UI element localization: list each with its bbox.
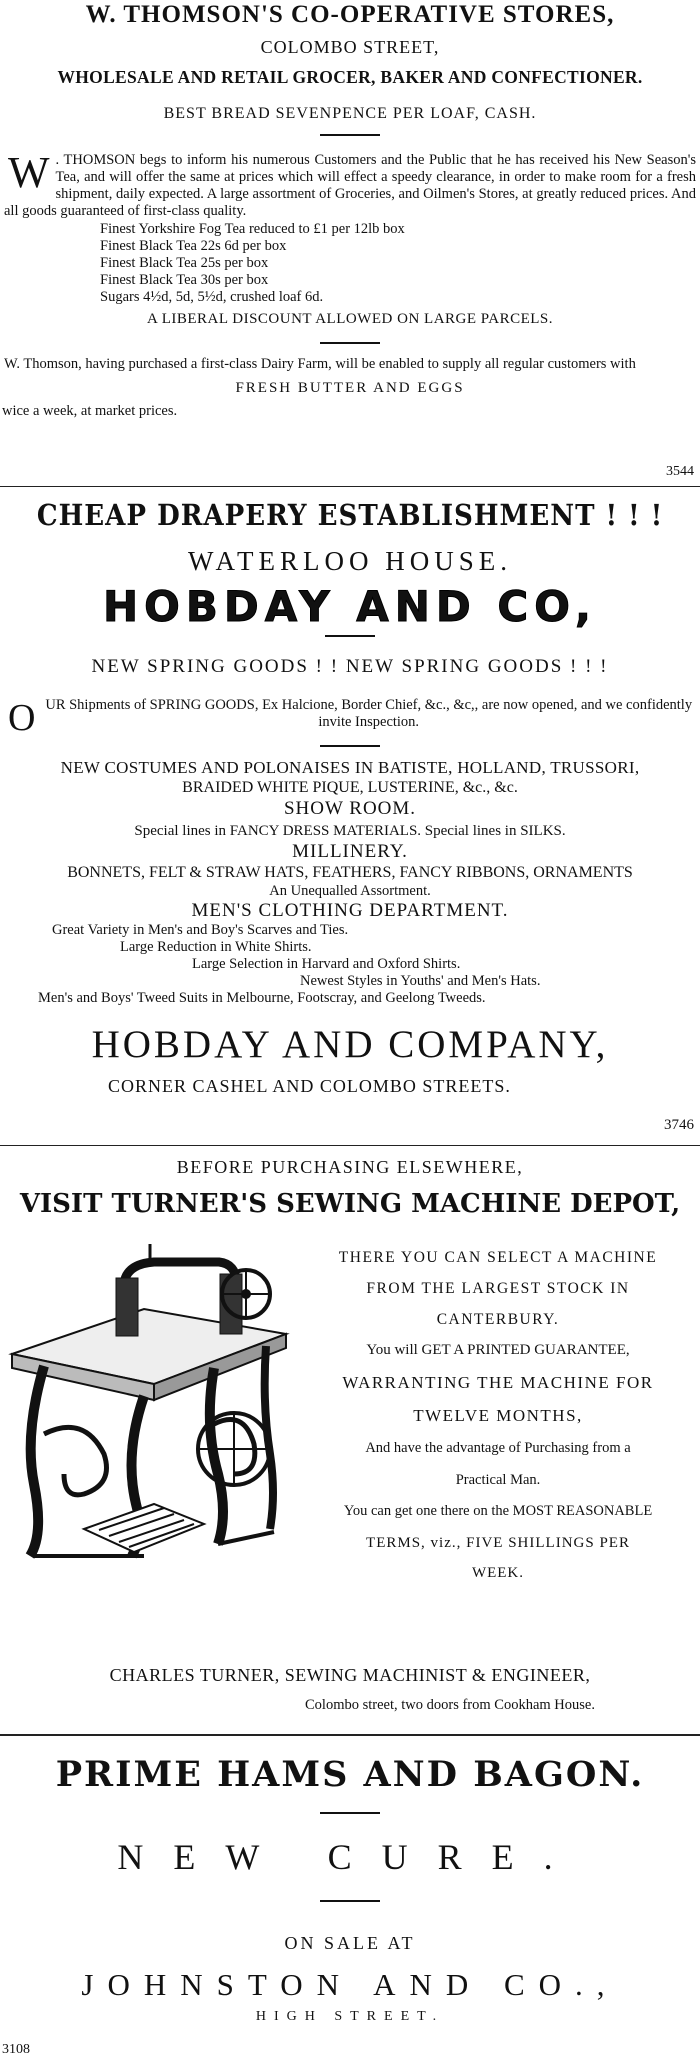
johnston-on-sale: ON SALE AT bbox=[284, 1933, 416, 1953]
thomson-intro-paragraph bbox=[0, 148, 700, 220]
johnston-street: HIGH STREET. bbox=[255, 2009, 445, 2024]
thomson-trade: WHOLESALE AND RETAIL GROCER, BAKER AND CONFECTIONER. bbox=[57, 67, 643, 87]
sewing-machine-illustration bbox=[4, 1234, 290, 1564]
thomson-twice-weekly: wice a week, at market prices. bbox=[2, 403, 178, 419]
thomson-intro-text: . THOMSON begs to inform his numerous Customers and the Public that he has received his New Season's Tea, and will offer the same at prices which will effect a speedy clearance, in order to make room for a fresh shipment, daily expected. A large assortment of Groceries, and Oilmen's Stores, at greatly reduced prices. And all goods guaranteed of first-class quality. bbox=[4, 152, 696, 219]
turner-line: You can get one there on the MOST REASONABLE bbox=[343, 1503, 653, 1519]
turner-line: FROM THE LARGEST STOCK IN bbox=[366, 1280, 630, 1297]
hobday-corner: CORNER CASHEL AND COLOMBO STREETS. bbox=[108, 1076, 511, 1096]
turner-advertisement bbox=[0, 1156, 700, 1734]
hobday-line: Large Selection in Harvard and Oxford Shirts. bbox=[192, 956, 461, 972]
ad-number: 3746 bbox=[664, 1117, 694, 1133]
price-item: Finest Yorkshire Fog Tea reduced to £1 per 12lb box bbox=[100, 221, 405, 237]
divider bbox=[320, 134, 380, 136]
thomson-advertisement bbox=[0, 0, 700, 486]
thomson-price-list bbox=[0, 220, 700, 306]
turner-line: TWELVE MONTHS, bbox=[413, 1406, 583, 1425]
ad-number: 3544 bbox=[666, 464, 694, 479]
hobday-special-lines: Special lines in FANCY DRESS MATERIALS. Special lines in SILKS. bbox=[134, 823, 566, 839]
hobday-company: HOBDAY AND COMPANY, bbox=[91, 1023, 609, 1066]
hobday-bonnets: BONNETS, FELT & STRAW HATS, FEATHERS, FANCY RIBBONS, ORNAMENTS bbox=[67, 864, 633, 881]
drop-cap-w: W bbox=[8, 148, 50, 197]
hobday-spring-goods: NEW SPRING GOODS ! ! NEW SPRING GOODS ! ! ! bbox=[91, 656, 609, 677]
price-item: Finest Black Tea 22s 6d per box bbox=[100, 238, 287, 254]
divider bbox=[320, 342, 380, 344]
thomson-farm-text: W. Thomson, having purchased a first-class Dairy Farm, will be enabled to supply all regular customers with bbox=[4, 356, 636, 372]
thomson-bread: BEST BREAD SEVENPENCE PER LOAF, CASH. bbox=[163, 105, 537, 122]
turner-visit: VISIT TURNER'S SEWING MACHINE DEPOT, bbox=[19, 1189, 681, 1219]
thomson-street: COLOMBO STREET, bbox=[260, 37, 440, 57]
ad-separator bbox=[0, 1145, 700, 1146]
ad-separator bbox=[0, 1734, 700, 1736]
johnston-firm: JOHNSTON AND CO., bbox=[81, 1967, 619, 2002]
ad-number: 3108 bbox=[2, 2042, 30, 2057]
turner-line: You will GET A PRINTED GUARANTEE, bbox=[366, 1342, 630, 1358]
thomson-title: W. THOMSON'S CO-OPERATIVE STORES, bbox=[85, 1, 615, 28]
divider bbox=[320, 1812, 380, 1814]
thomson-discount: A LIBERAL DISCOUNT ALLOWED ON LARGE PARCELS. bbox=[146, 311, 554, 327]
thomson-butter-eggs: FRESH BUTTER AND EGGS bbox=[235, 380, 465, 396]
price-item: Sugars 4½d, 5d, 5½d, crushed loaf 6d. bbox=[100, 289, 324, 305]
hobday-mens-department: MEN'S CLOTHING DEPARTMENT. bbox=[191, 900, 509, 921]
sewing-machine-icon bbox=[4, 1234, 290, 1564]
hobday-house: WATERLOO HOUSE. bbox=[188, 546, 512, 576]
turner-offer bbox=[298, 1242, 698, 1588]
hobday-line: Newest Styles in Youths' and Men's Hats. bbox=[300, 973, 541, 989]
turner-line: WEEK. bbox=[471, 1565, 525, 1581]
hobday-millinery: MILLINERY. bbox=[292, 841, 408, 862]
price-item: Finest Black Tea 25s per box bbox=[100, 255, 269, 271]
hobday-advertisement bbox=[0, 497, 700, 1145]
hobday-firm: HOBDAY AND CO, bbox=[103, 582, 597, 631]
divider bbox=[320, 745, 380, 747]
hobday-shipments-text: UR Shipments of SPRING GOODS, Ex Halcione, Border Chief, &c., &c,, are now opened, and we confidently invite Inspection. bbox=[45, 697, 693, 730]
turner-line: Practical Man. bbox=[455, 1472, 541, 1488]
johnston-headline: PRIME HAMS AND BAGON. bbox=[55, 1754, 645, 1795]
divider bbox=[325, 635, 375, 637]
hobday-headline: CHEAP DRAPERY ESTABLISHMENT ! ! ! bbox=[36, 498, 664, 532]
johnston-new-cure: NEW CURE. bbox=[117, 1837, 583, 1877]
hobday-line: Large Reduction in White Shirts. bbox=[120, 939, 312, 955]
hobday-line: Great Variety in Men's and Boy's Scarves and Ties. bbox=[52, 922, 349, 938]
hobday-costumes-line2: BRAIDED WHITE PIQUE, LUSTERINE, &c., &c. bbox=[182, 779, 518, 796]
hobday-shipments bbox=[0, 697, 700, 739]
price-item: Finest Black Tea 30s per box bbox=[100, 272, 269, 288]
turner-line: THERE YOU CAN SELECT A MACHINE bbox=[338, 1249, 658, 1266]
hobday-show-room: SHOW ROOM. bbox=[283, 798, 417, 819]
divider bbox=[320, 1900, 380, 1902]
johnston-advertisement bbox=[0, 1754, 700, 2072]
hobday-costumes-line1: NEW COSTUMES AND POLONAISES IN BATISTE, HOLLAND, TRUSSORI, bbox=[60, 758, 640, 777]
turner-line: TERMS, viz., FIVE SHILLINGS PER bbox=[366, 1535, 630, 1551]
turner-line: CANTERBURY. bbox=[436, 1311, 560, 1328]
drop-cap-o: O bbox=[8, 697, 36, 739]
turner-line: And have the advantage of Purchasing from a bbox=[365, 1440, 631, 1456]
turner-before: BEFORE PURCHASING ELSEWHERE, bbox=[176, 1157, 524, 1177]
hobday-unequalled: An Unequalled Assortment. bbox=[269, 883, 431, 899]
turner-address: Colombo street, two doors from Cookham House. bbox=[305, 1697, 595, 1713]
turner-machinist: CHARLES TURNER, SEWING MACHINIST & ENGINEER, bbox=[109, 1665, 591, 1685]
ad-separator bbox=[0, 486, 700, 487]
hobday-line: Men's and Boys' Tweed Suits in Melbourne, Footscray, and Geelong Tweeds. bbox=[38, 990, 486, 1006]
turner-line: WARRANTING THE MACHINE FOR bbox=[342, 1373, 654, 1392]
